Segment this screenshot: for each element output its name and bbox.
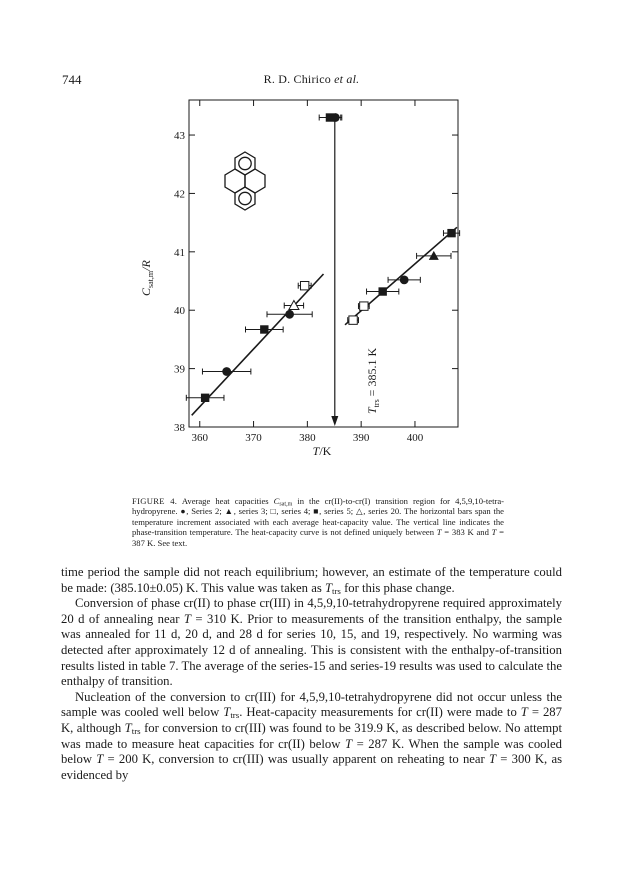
x-tick-label: 370 bbox=[245, 432, 262, 444]
data-point-circle bbox=[400, 275, 409, 284]
page-number: 744 bbox=[62, 72, 82, 87]
data-point-open-square bbox=[360, 302, 368, 310]
paragraph-1: time period the sample did not reach equilibrium; however, an estimate of the temperature could be made: (385.10±0.05) K. This value was taken as $T_{trs}$ for this phase change. bbox=[61, 565, 562, 596]
data-point-open-square bbox=[300, 281, 308, 289]
data-point-circle bbox=[285, 310, 294, 319]
transition-label: $T_{trs} = 385.1$ K bbox=[365, 347, 381, 414]
y-tick-label: 43 bbox=[174, 130, 185, 143]
axis-ticks bbox=[189, 100, 458, 427]
series-20-symbol: △ bbox=[355, 506, 364, 517]
series-5-symbol: ■ bbox=[313, 506, 320, 517]
data-point-filled-square bbox=[201, 394, 209, 402]
caption-label: FIGURE 4. bbox=[132, 496, 178, 506]
transition-arrowhead bbox=[331, 416, 338, 426]
plot-frame bbox=[189, 100, 458, 427]
series-3-symbol: ▲ bbox=[224, 506, 234, 517]
axis-tick-labels bbox=[174, 130, 424, 444]
y-tick-label: 42 bbox=[174, 188, 185, 201]
series-2-symbol: ● bbox=[180, 506, 187, 517]
body-text bbox=[61, 565, 562, 783]
x-tick-label: 390 bbox=[352, 432, 370, 444]
data-point-filled-square bbox=[447, 229, 455, 237]
x-tick-label: 360 bbox=[191, 432, 209, 444]
x-tick-label: 400 bbox=[406, 432, 424, 444]
y-tick-label: 39 bbox=[174, 363, 185, 376]
data-point-filled-square bbox=[378, 287, 386, 295]
figure-caption: FIGURE 4. Average heat capacities $C_{sat,m}$ in the cr(II)-to-cr(I) transition region for 4,5,9,10-tetra-hydropyrene. ●, Series 2; ▲, series 3; □, series 4; ■, series 5; △, series 20. The horizontal bars span the temperature increment associated with each average heat-capacity value. The vertical line indicates the phase-transition temperature. The heat-capacity curve is not defined uniquely between T = 383 K and T = 387 K. See text. bbox=[132, 496, 504, 548]
data-point-filled-square bbox=[326, 113, 334, 121]
data-point-filled-square bbox=[260, 325, 268, 333]
paragraph-3: Nucleation of the conversion to cr(III) for 4,5,9,10-tetrahydropyrene did not occur unless the sample was cooled well below $T_{trs}$. Heat-capacity measurements for cr(II) were made to T = 287 K, although $T_{trs}$ for conversion to cr(III) was found to be 319.9 K, as described below. No attempt was made to measure heat capacities for cr(II) below T = 287 K. When the sample was cooled below T = 200 K, conversion to cr(III) was usually apparent on reheating to near T = 300 K, as evidenced by bbox=[61, 689, 563, 782]
transition-line bbox=[331, 114, 381, 426]
running-head-authors: R. D. Chirico bbox=[263, 72, 331, 86]
series-4-symbol: □ bbox=[270, 506, 277, 517]
paragraph-2: Conversion of phase cr(II) to phase cr(III) in 4,5,9,10-tetrahydropyrene required approximately 20 d of annealing near T = 310 K. Prior to measurements of the transition enthalpy, the sample was annealed for 11 d, 20 d, and 28 d for series 10, 15, and 19, respectively. No warming was detected after approximately 12 d of annealing. This is consistent with the enthalpy-of-transition results listed in table 7. The average of the series-15 and series-19 results was used to calculate the enthalpy of transition. bbox=[61, 596, 562, 689]
fit-line bbox=[192, 274, 324, 415]
y-tick-label: 40 bbox=[174, 305, 185, 318]
data-point-open-square bbox=[349, 316, 357, 324]
x-axis-label: T/K bbox=[312, 444, 332, 458]
y-tick-label: 38 bbox=[174, 422, 185, 434]
y-tick-label: 41 bbox=[174, 246, 185, 259]
x-tick-label: 380 bbox=[299, 432, 316, 444]
y-axis-label: $C_{sat,m}/R$ bbox=[139, 260, 155, 296]
data-points bbox=[186, 113, 459, 402]
data-point-circle bbox=[222, 367, 231, 376]
molecule-structure-icon bbox=[225, 152, 265, 210]
running-head-etal: et al. bbox=[334, 72, 360, 86]
